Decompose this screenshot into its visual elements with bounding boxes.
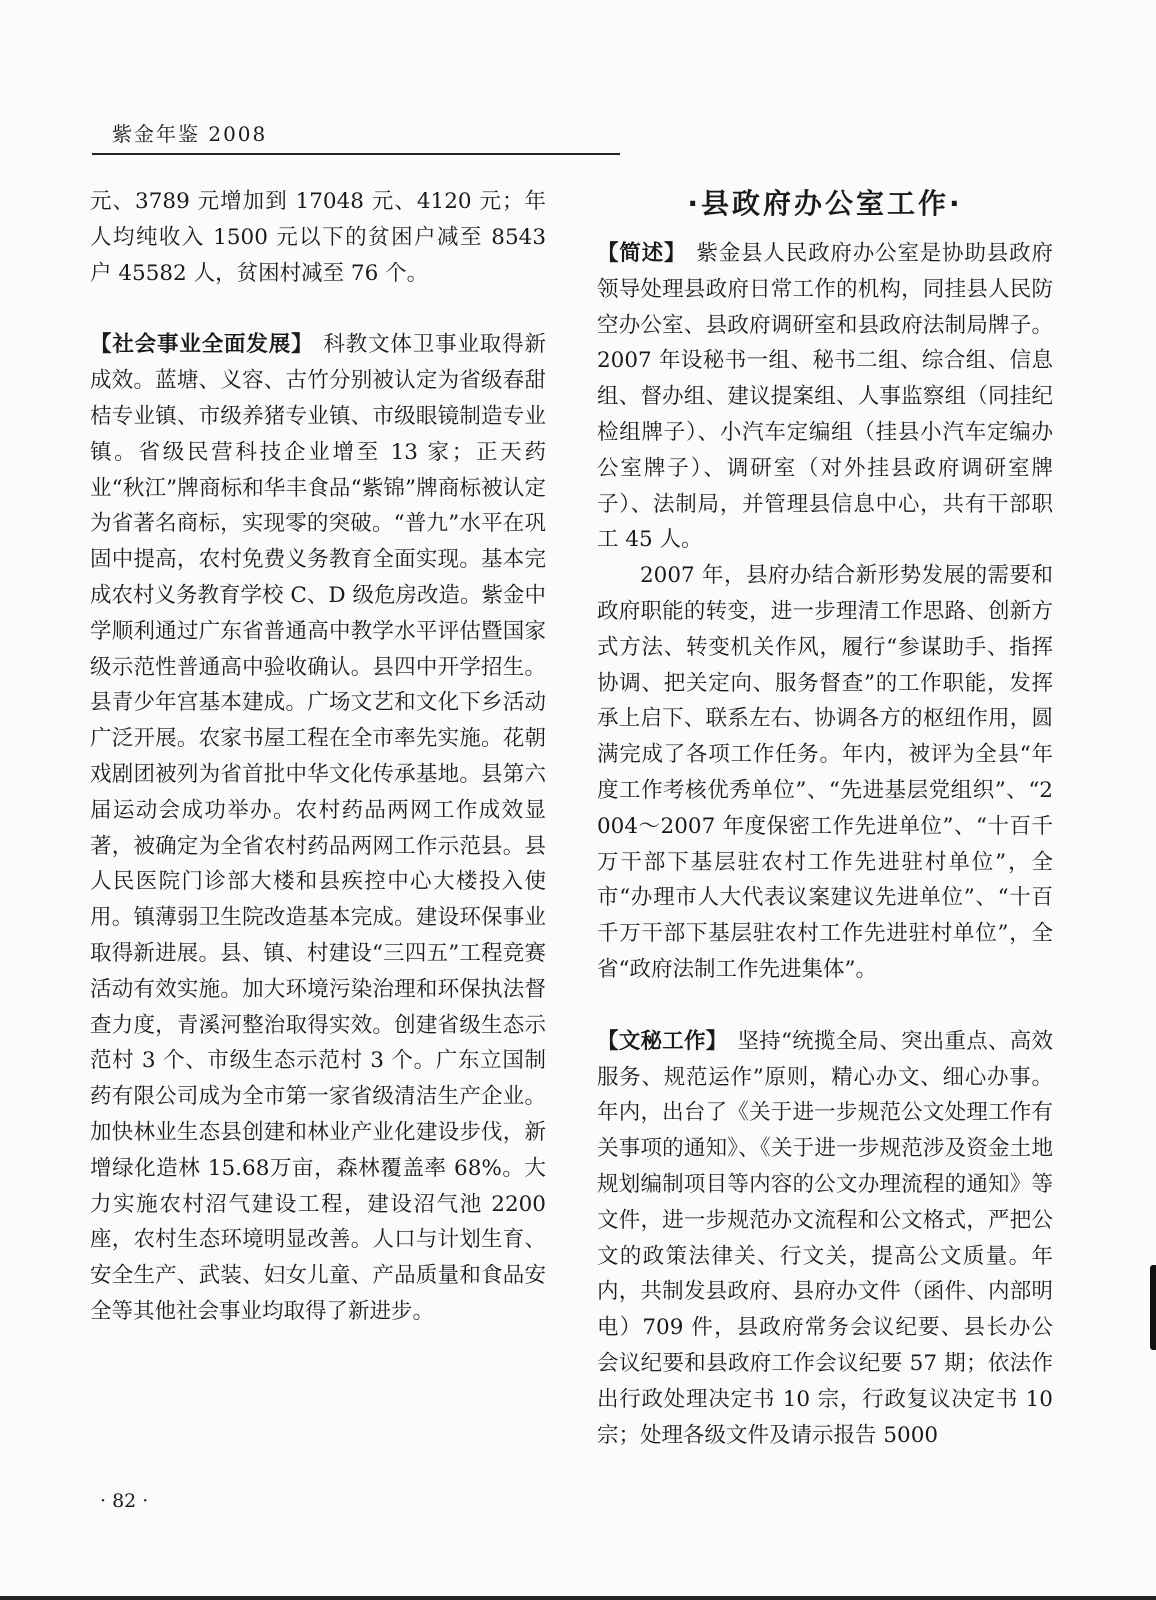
social-development-body: 科教文体卫事业取得新成效。蓝塘、义容、古竹分别被认定为省级春甜桔专业镇、市级养猪专业镇、市级眼镜制造专业镇。省级民营科技企业增至 13 家；正天药业“秋江”牌商标和华丰食品“紫锦”牌商标被认定为省著名商标，实现零的突破。“普九”水平在巩固中提高，农村免费义务教育全面实现。基本完成农村义务教育学校 C、D 级危房改造。紫金中学顺利通过广东省普通高中教学水平评估暨国家级示范性普通高中验收确认。县四中开学招生。县青少年宫基本建成。广场文艺和文化下乡活动广泛开展。农家书屋工程在全市率先实施。花朝戏剧团被列为省首批中华文化传承基地。县第六届运动会成功举办。农村药品两网工作成效显著，被确定为全省农村药品两网工作示范县。县人民医院门诊部大楼和县疾控中心大楼投入使用。镇薄弱卫生院改造基本完成。建设环保事业取得新进展。县、镇、村建设“三四五”工程竞赛活动有效实施。加大环境污染治理和环保执法督查力度，青溪河整治取得实效。创建省级生态示范村 3 个、市级生态示范村 3 个。广东立国制药有限公司成为全市第一家省级清洁生产企业。加快林业生态县创建和林业产业化建设步伐，新增绿化造林 15.68万亩，森林覆盖率 68%。大力实施农村沼气建设工程，建设沼气池 2200 座，农村生态环境明显改善。人口与计划生育、安全生产、武装、妇女儿童、产品质量和食品安全等其他社会事业均取得了新进步。: [90, 332, 546, 1324]
header-rule: [92, 153, 620, 155]
scan-bottom-edge: [0, 1596, 1156, 1600]
scan-edge-mark: [1150, 1265, 1156, 1350]
social-development-paragraph: [90, 327, 546, 1329]
page-number: · 82 ·: [100, 1490, 149, 1512]
overview-body: 紫金县人民政府办公室是协助县政府领导处理县政府日常工作的机构，同挂县人民防空办公室、县政府调研室和县政府法制局牌子。2007 年设秘书一组、秘书二组、综合组、信息组、督办组、建议提案组、人事监察组（同挂纪检组牌子）、小汽车定编组（挂县小汽车定编办公室牌子）、调研室（对外挂县政府调研室牌子）、法制局，并管理县信息中心，共有干部职工 45 人。: [597, 241, 1053, 553]
section-title: ·县政府办公室工作·: [687, 187, 963, 220]
right-column: [597, 184, 1053, 1453]
secretarial-paragraph: [597, 1024, 1053, 1454]
intro-paragraph: 元、3789 元增加到 17048 元、4120 元；年人均纯收入 1500 元以下的贫困户减至 8543 户 45582 人，贫困村减至 76 个。: [90, 189, 546, 286]
overview-paragraph: [597, 236, 1053, 558]
running-head: 紫金年鉴 2008: [112, 122, 268, 146]
social-development-heading: 【社会事业全面发展】: [90, 332, 314, 358]
year-2007-paragraph: 2007 年，县府办结合新形势发展的需要和政府职能的转变，进一步理清工作思路、创新方式方法、转变机关作风，履行“参谋助手、指挥协调、把关定向、服务督查”的工作职能，发挥承上启下、联系左右、协调各方的枢纽作用，圆满完成了各项工作任务。年内，被评为全县“年度工作考核优秀单位”、“先进基层党组织”、“2004～2007 年度保密工作先进单位”、“十百千万干部下基层驻农村工作先进驻村单位”，全市“办理市人大代表议案建议先进单位”、“十百千万干部下基层驻农村工作先进驻村单位”，全省“政府法制工作先进集体”。: [597, 563, 1053, 982]
left-column: [90, 184, 546, 1330]
secretarial-body: 坚持“统揽全局、突出重点、高效服务、规范运作”原则，精心办文、细心办事。年内，出台了《关于进一步规范公文处理工作有关事项的通知》、《关于进一步规范涉及资金土地规划编制项目等内容的公文办理流程的通知》等文件，进一步规范办文流程和公文格式，严把公文的政策法律关、行文关，提高公文质量。年内，共制发县政府、县府办文件（函件、内部明电）709 件，县政府常务会议纪要、县长办公会议纪要和县政府工作会议纪要 57 期；依法作出行政处理决定书 10 宗，行政复议决定书 10 宗；处理各级文件及请示报告 5000: [597, 1028, 1053, 1448]
secretarial-heading: 【文秘工作】: [597, 1028, 728, 1054]
overview-heading: 【简述】: [597, 241, 687, 266]
